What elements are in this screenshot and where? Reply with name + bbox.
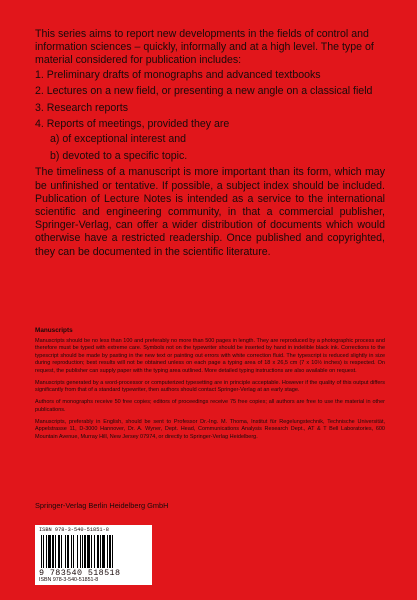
manuscripts-paragraph: Manuscripts should be no less than 100 and preferably no more than 500 pages in length. They are reproduced by a photographic process and therefore must be typed with extreme care. Symbols not on the typewriter should be inserted by hand in indelible black ink. Corrections to the typescript should be made by pasting in the new text or painting out errors with white correction fluid. The typescript is reduced slightly in size during reproduction; best results will not be obtained unless on each page a typing area of 18 x 26,5 cm (7 x 10½ inches) is respected. On request, the publisher can supply paper with the typing area outlined. More detailed typing instructions are also available on request. xyxy=(35,338,385,374)
intro-section xyxy=(35,28,385,259)
material-list xyxy=(35,69,385,163)
isbn-barcode-box xyxy=(35,525,152,585)
manuscripts-section xyxy=(35,327,385,446)
barcode-image xyxy=(41,535,147,568)
ean-number: 9 783540 518518 xyxy=(39,568,121,578)
manuscripts-paragraph: Manuscripts generated by a word-processor or computerized typesetting are in principle acceptable. However if the quality of this output differs significantly from that of a standard typewriter, then authors should contact Springer-Verlag at an early stage. xyxy=(35,379,385,394)
isbn-top-label: ISBN 978-3-540-51851-8 xyxy=(39,527,109,533)
manuscripts-paragraph: Manuscripts, preferably in English, should be sent to Professor Dr.-Ing. M. Thoma, Institut für Regelungstechnik, Technische Universität, Appelstrasse 11, D-3000 Hannover, Dr. A. Wyner, Dept. Head, Communications Analysis Research Dept., AT & T Bell Laboratories, 600 Mountain Avenue, Murray Hill, New Jersey 07974, or directly to Springer-Verlag Heidelberg. xyxy=(35,418,385,440)
series-description xyxy=(35,28,385,259)
intro-lead: This series aims to report new developments in the fields of control and information sciences – quickly, informally and at a high level. The type of material considered for publication includes: xyxy=(35,28,374,67)
condition-item: b) devoted to a specific topic. xyxy=(50,149,188,162)
material-item: 1. Preliminary drafts of monographs and advanced textbooks xyxy=(35,68,321,81)
isbn-bottom-label: ISBN 978-3-540-51851-8 xyxy=(39,577,99,583)
material-item-label: 4. Reports of meetings, provided they are xyxy=(35,118,230,131)
manuscripts-paragraph: Authors of monographs receive 50 free copies; editors of proceedings receive 75 free copies; all authors are free to use the material in other publications. xyxy=(35,399,385,413)
intro-closing: The timeliness of a manuscript is more important than its form, which may be unfinished or tentative. If possible, a subject index should be included. Publication of Lecture Notes is intended as a service to the international scientific and engineering community, in that a commercial publisher, Springer-Verlag, can offer a wider distribution of documents which would otherwise have a restricted readership. Once published and copyrighted, they can be documented in the scientific literature. xyxy=(35,166,385,258)
meeting-conditions xyxy=(35,133,385,163)
publisher-name: Springer-Verlag Berlin Heidelberg GmbH xyxy=(35,501,169,510)
condition-item: a) of exceptional interest and xyxy=(50,133,187,146)
manuscripts-heading: Manuscripts xyxy=(35,327,73,334)
material-item: 2. Lectures on a new field, or presenting a new angle on a classical field xyxy=(35,85,373,98)
barcode-bar xyxy=(113,535,114,568)
material-item: 3. Research reports xyxy=(35,101,129,114)
material-item xyxy=(35,118,385,163)
